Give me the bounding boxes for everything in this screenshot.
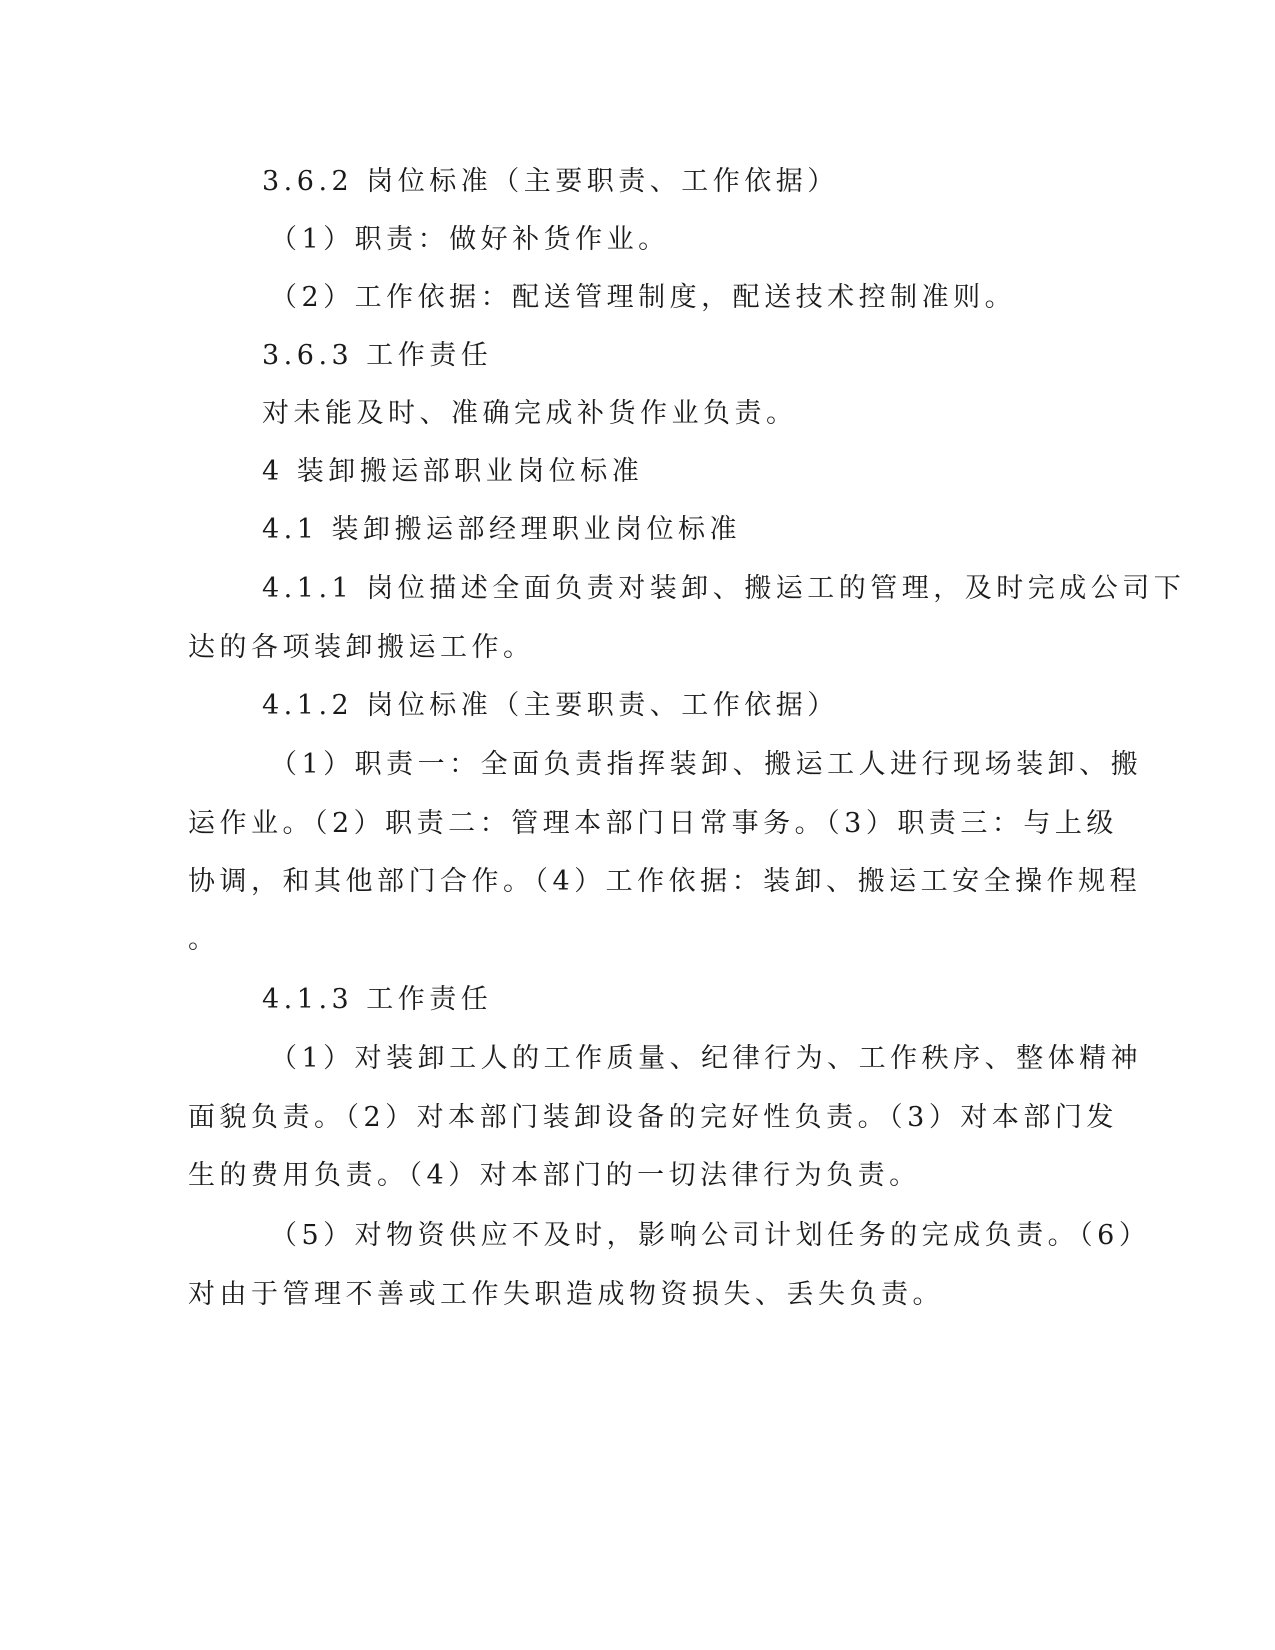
paragraph-line: （1）职责：做好补货作业。 — [270, 224, 670, 255]
paragraph-line: 运作业。（2）职责二：管理本部门日常事务。（3）职责三：与上级 — [188, 808, 1118, 839]
paragraph-line: 对未能及时、准确完成补货作业负责。 — [262, 398, 798, 429]
paragraph-line: 协调，和其他部门合作。（4）工作依据：装卸、搬运工安全操作规程 — [188, 866, 1142, 897]
paragraph-line: 生的费用负责。（4）对本部门的一切法律行为负责。 — [188, 1160, 921, 1191]
paragraph-line: 面貌负责。（2）对本部门装卸设备的完好性负责。（3）对本部门发 — [188, 1102, 1118, 1133]
section-heading-3-6-3: 3.6.3 工作责任 — [262, 340, 493, 371]
paragraph-line: 。 — [188, 924, 220, 955]
paragraph-line: 4.1.1 岗位描述全面负责对装卸、搬运工的管理，及时完成公司下 — [262, 573, 1186, 604]
section-heading-4: 4 装卸搬运部职业岗位标准 — [262, 456, 644, 487]
paragraph-line: 达的各项装卸搬运工作。 — [188, 632, 535, 663]
paragraph-line: （5）对物资供应不及时，影响公司计划任务的完成负责。（6） — [270, 1220, 1151, 1251]
paragraph-line: 对由于管理不善或工作失职造成物资损失、丢失负责。 — [188, 1279, 944, 1310]
section-heading-4-1-2: 4.1.2 岗位标准（主要职责、工作依据） — [262, 690, 839, 721]
section-heading-3-6-2: 3.6.2 岗位标准（主要职责、工作依据） — [262, 166, 839, 197]
paragraph-line: （1）对装卸工人的工作质量、纪律行为、工作秩序、整体精神 — [270, 1043, 1143, 1074]
paragraph-line: （1）职责一：全面负责指挥装卸、搬运工人进行现场装卸、搬 — [270, 749, 1143, 780]
section-heading-4-1-3: 4.1.3 工作责任 — [262, 984, 493, 1015]
paragraph-line: （2）工作依据：配送管理制度，配送技术控制准则。 — [270, 282, 1017, 313]
section-heading-4-1: 4.1 装卸搬运部经理职业岗位标准 — [262, 514, 742, 545]
